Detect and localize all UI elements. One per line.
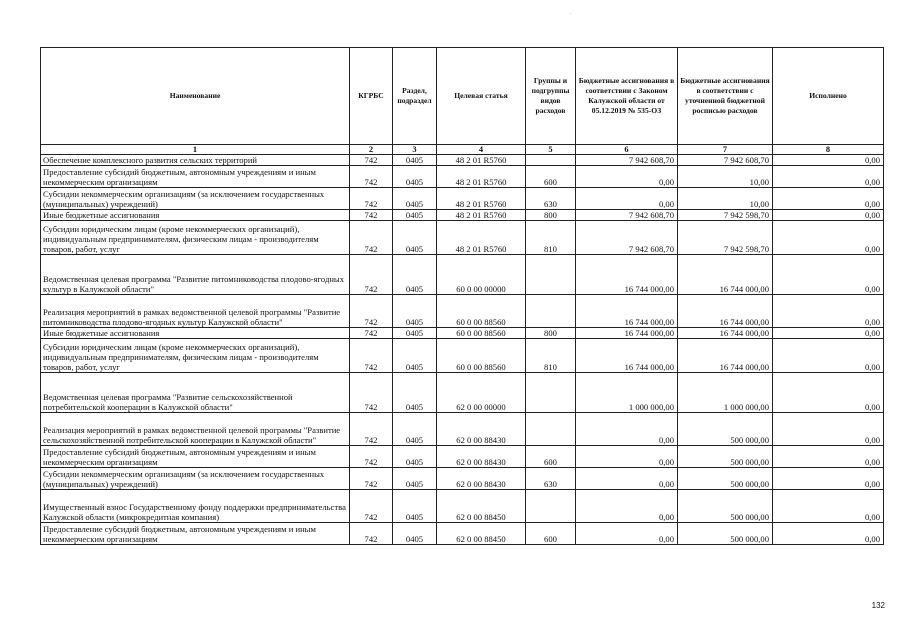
row-refined-allocation: 500 000,00 bbox=[678, 490, 773, 523]
column-number-row bbox=[41, 145, 884, 155]
row-executed: 0,00 bbox=[773, 373, 884, 413]
row-target-article: 62 0 00 88430 bbox=[437, 446, 526, 468]
row-name: Ведомственная целевая программа "Развитие питомниководства плодово-ягодных культур в Калужской области" bbox=[41, 255, 350, 295]
row-target-article: 62 0 00 88450 bbox=[437, 523, 526, 545]
header-expense-groups: Группы и подгруппы видов расходов bbox=[526, 48, 576, 145]
row-law-allocation: 0,00 bbox=[576, 188, 678, 210]
row-executed: 0,00 bbox=[773, 468, 884, 490]
row-executed: 0,00 bbox=[773, 339, 884, 373]
column-number: 3 bbox=[393, 145, 437, 155]
row-law-allocation: 16 744 000,00 bbox=[576, 295, 678, 328]
column-number: 8 bbox=[773, 145, 884, 155]
row-section: 0405 bbox=[393, 188, 437, 210]
row-name: Предоставление субсидий бюджетным, автономным учреждениям и иным некоммерческим организациям bbox=[41, 446, 350, 468]
row-expense-group bbox=[526, 490, 576, 523]
row-refined-allocation: 7 942 608,70 bbox=[678, 155, 773, 166]
row-refined-allocation: 16 744 000,00 bbox=[678, 339, 773, 373]
table-row bbox=[41, 188, 884, 210]
row-expense-group: 800 bbox=[526, 210, 576, 221]
row-target-article: 60 0 00 88560 bbox=[437, 339, 526, 373]
row-kgrbs: 742 bbox=[350, 221, 393, 255]
table-row bbox=[41, 373, 884, 413]
row-kgrbs: 742 bbox=[350, 255, 393, 295]
row-kgrbs: 742 bbox=[350, 295, 393, 328]
row-refined-allocation: 500 000,00 bbox=[678, 413, 773, 446]
table-row bbox=[41, 339, 884, 373]
table-row bbox=[41, 490, 884, 523]
row-refined-allocation: 16 744 000,00 bbox=[678, 328, 773, 339]
row-target-article: 48 2 01 R5760 bbox=[437, 155, 526, 166]
header-target-article: Целевая статья bbox=[437, 48, 526, 145]
table-row bbox=[41, 523, 884, 545]
table-row bbox=[41, 446, 884, 468]
row-law-allocation: 0,00 bbox=[576, 446, 678, 468]
row-refined-allocation: 10,00 bbox=[678, 166, 773, 188]
row-law-allocation: 16 744 000,00 bbox=[576, 255, 678, 295]
row-expense-group bbox=[526, 295, 576, 328]
row-law-allocation: 7 942 608,70 bbox=[576, 155, 678, 166]
header-section: Раздел, подраздел bbox=[393, 48, 437, 145]
table-row bbox=[41, 255, 884, 295]
row-target-article: 48 2 01 R5760 bbox=[437, 166, 526, 188]
row-target-article: 48 2 01 R5760 bbox=[437, 210, 526, 221]
header-law-allocations: Бюджетные ассигнования в соответствии с Законом Калужской области от 05.12.2019 № 535-ОЗ bbox=[576, 48, 678, 145]
row-section: 0405 bbox=[393, 523, 437, 545]
table-row bbox=[41, 468, 884, 490]
row-executed: 0,00 bbox=[773, 166, 884, 188]
row-section: 0405 bbox=[393, 468, 437, 490]
header-executed: Исполнено bbox=[773, 48, 884, 145]
table-row bbox=[41, 295, 884, 328]
row-name: Предоставление субсидий бюджетным, автономным учреждениям и иным некоммерческим организациям bbox=[41, 523, 350, 545]
column-number: 2 bbox=[350, 145, 393, 155]
row-kgrbs: 742 bbox=[350, 155, 393, 166]
scan-speck: . bbox=[570, 10, 572, 16]
row-law-allocation: 7 942 608,70 bbox=[576, 221, 678, 255]
row-kgrbs: 742 bbox=[350, 339, 393, 373]
row-section: 0405 bbox=[393, 221, 437, 255]
row-expense-group: 600 bbox=[526, 523, 576, 545]
row-executed: 0,00 bbox=[773, 413, 884, 446]
row-law-allocation: 1 000 000,00 bbox=[576, 373, 678, 413]
row-section: 0405 bbox=[393, 328, 437, 339]
row-section: 0405 bbox=[393, 155, 437, 166]
row-expense-group bbox=[526, 413, 576, 446]
row-expense-group: 800 bbox=[526, 328, 576, 339]
row-expense-group bbox=[526, 155, 576, 166]
row-target-article: 62 0 00 88450 bbox=[437, 490, 526, 523]
column-number: 1 bbox=[41, 145, 350, 155]
budget-table-sheet bbox=[40, 47, 883, 545]
row-name: Субсидии юридическим лицам (кроме некоммерческих организаций), индивидуальным предпринимателям, физическим лицам - производителям товаров, работ, услуг bbox=[41, 339, 350, 373]
row-section: 0405 bbox=[393, 166, 437, 188]
column-number: 6 bbox=[576, 145, 678, 155]
row-kgrbs: 742 bbox=[350, 188, 393, 210]
row-name: Субсидии некоммерческим организациям (за исключением государственных (муниципальных) учреждений) bbox=[41, 188, 350, 210]
row-law-allocation: 7 942 608,70 bbox=[576, 210, 678, 221]
row-law-allocation: 0,00 bbox=[576, 413, 678, 446]
row-refined-allocation: 500 000,00 bbox=[678, 468, 773, 490]
row-name: Реализация мероприятий в рамках ведомственной целевой программы "Развитие питомниководства плодово-ягодных культур Калужской области" bbox=[41, 295, 350, 328]
table-row bbox=[41, 328, 884, 339]
page-number: 132 bbox=[871, 601, 885, 610]
row-target-article: 62 0 00 88430 bbox=[437, 468, 526, 490]
column-number: 4 bbox=[437, 145, 526, 155]
row-refined-allocation: 500 000,00 bbox=[678, 446, 773, 468]
row-target-article: 48 2 01 R5760 bbox=[437, 188, 526, 210]
row-refined-allocation: 1 000 000,00 bbox=[678, 373, 773, 413]
row-law-allocation: 0,00 bbox=[576, 523, 678, 545]
row-name: Имущественный взнос Государственному фонду поддержки предпринимательства Калужской области (микрокредитная компания) bbox=[41, 490, 350, 523]
row-kgrbs: 742 bbox=[350, 166, 393, 188]
row-kgrbs: 742 bbox=[350, 468, 393, 490]
row-refined-allocation: 16 744 000,00 bbox=[678, 255, 773, 295]
table-row bbox=[41, 210, 884, 221]
row-section: 0405 bbox=[393, 295, 437, 328]
table-body bbox=[41, 155, 884, 545]
row-executed: 0,00 bbox=[773, 523, 884, 545]
row-expense-group: 600 bbox=[526, 166, 576, 188]
row-name: Субсидии юридическим лицам (кроме некоммерческих организаций), индивидуальным предпринимателям, физическим лицам - производителям товаров, работ, услуг bbox=[41, 221, 350, 255]
row-expense-group: 810 bbox=[526, 221, 576, 255]
row-refined-allocation: 500 000,00 bbox=[678, 523, 773, 545]
row-section: 0405 bbox=[393, 339, 437, 373]
row-name: Ведомственная целевая программа "Развитие сельскохозяйственной потребительской кооперации в Калужской области" bbox=[41, 373, 350, 413]
row-expense-group bbox=[526, 255, 576, 295]
row-executed: 0,00 bbox=[773, 255, 884, 295]
table-row bbox=[41, 166, 884, 188]
row-executed: 0,00 bbox=[773, 490, 884, 523]
row-law-allocation: 16 744 000,00 bbox=[576, 328, 678, 339]
row-executed: 0,00 bbox=[773, 328, 884, 339]
row-section: 0405 bbox=[393, 210, 437, 221]
row-refined-allocation: 7 942 598,70 bbox=[678, 221, 773, 255]
row-kgrbs: 742 bbox=[350, 210, 393, 221]
row-name: Предоставление субсидий бюджетным, автономным учреждениям и иным некоммерческим организациям bbox=[41, 166, 350, 188]
row-executed: 0,00 bbox=[773, 155, 884, 166]
row-executed: 0,00 bbox=[773, 221, 884, 255]
table-row bbox=[41, 221, 884, 255]
row-executed: 0,00 bbox=[773, 210, 884, 221]
row-name: Иные бюджетные ассигнования bbox=[41, 210, 350, 221]
row-law-allocation: 16 744 000,00 bbox=[576, 339, 678, 373]
row-section: 0405 bbox=[393, 373, 437, 413]
row-target-article: 60 0 00 88560 bbox=[437, 295, 526, 328]
row-expense-group: 810 bbox=[526, 339, 576, 373]
row-kgrbs: 742 bbox=[350, 523, 393, 545]
row-section: 0405 bbox=[393, 490, 437, 523]
row-section: 0405 bbox=[393, 255, 437, 295]
row-target-article: 62 0 00 88430 bbox=[437, 413, 526, 446]
row-refined-allocation: 16 744 000,00 bbox=[678, 295, 773, 328]
row-kgrbs: 742 bbox=[350, 328, 393, 339]
row-law-allocation: 0,00 bbox=[576, 468, 678, 490]
row-kgrbs: 742 bbox=[350, 373, 393, 413]
budget-execution-table bbox=[40, 47, 884, 545]
column-number: 5 bbox=[526, 145, 576, 155]
row-name: Субсидии некоммерческим организациям (за исключением государственных (муниципальных) учреждений) bbox=[41, 468, 350, 490]
row-refined-allocation: 7 942 598,70 bbox=[678, 210, 773, 221]
row-law-allocation: 0,00 bbox=[576, 166, 678, 188]
row-expense-group: 630 bbox=[526, 188, 576, 210]
row-executed: 0,00 bbox=[773, 295, 884, 328]
column-number: 7 bbox=[678, 145, 773, 155]
header-refined-allocations: Бюджетные ассигнования в соответствии с уточненной бюджетной росписью расходов bbox=[678, 48, 773, 145]
row-target-article: 62 0 00 00000 bbox=[437, 373, 526, 413]
table-row bbox=[41, 413, 884, 446]
row-target-article: 48 2 01 R5760 bbox=[437, 221, 526, 255]
row-expense-group: 630 bbox=[526, 468, 576, 490]
row-kgrbs: 742 bbox=[350, 446, 393, 468]
row-executed: 0,00 bbox=[773, 188, 884, 210]
row-expense-group: 600 bbox=[526, 446, 576, 468]
row-expense-group bbox=[526, 373, 576, 413]
row-name: Реализация мероприятий в рамках ведомственной целевой программы "Развитие сельскохозяйственной потребительской кооперации в Калужской области" bbox=[41, 413, 350, 446]
row-kgrbs: 742 bbox=[350, 490, 393, 523]
row-name: Иные бюджетные ассигнования bbox=[41, 328, 350, 339]
row-executed: 0,00 bbox=[773, 446, 884, 468]
row-target-article: 60 0 00 88560 bbox=[437, 328, 526, 339]
table-row bbox=[41, 155, 884, 166]
header-name: Наименование bbox=[41, 48, 350, 145]
row-kgrbs: 742 bbox=[350, 413, 393, 446]
row-section: 0405 bbox=[393, 446, 437, 468]
row-section: 0405 bbox=[393, 413, 437, 446]
row-target-article: 60 0 00 00000 bbox=[437, 255, 526, 295]
table-header-row bbox=[41, 48, 884, 145]
row-name: Обеспечение комплексного развития сельских территорий bbox=[41, 155, 350, 166]
row-law-allocation: 0,00 bbox=[576, 490, 678, 523]
header-kgrbs: КГРБС bbox=[350, 48, 393, 145]
row-refined-allocation: 10,00 bbox=[678, 188, 773, 210]
